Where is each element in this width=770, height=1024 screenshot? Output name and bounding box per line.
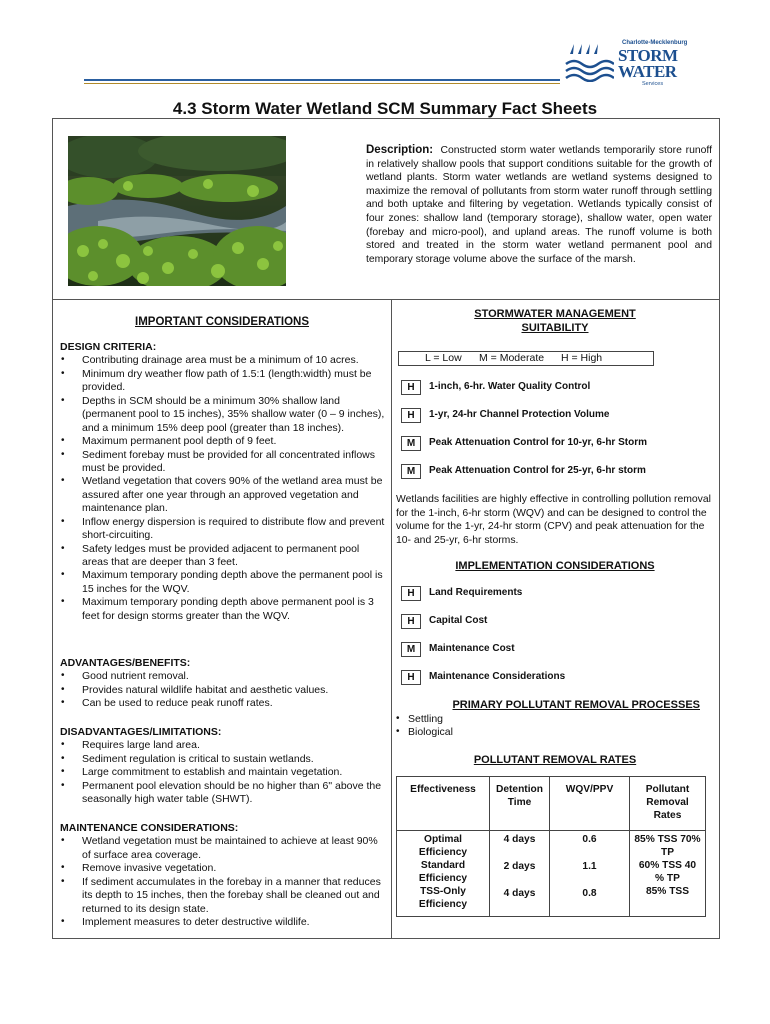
rates-value: 85% TSS 70% TP <box>634 834 701 859</box>
rating-box: M <box>401 436 421 451</box>
important-considerations-heading: IMPORTANT CONSIDERATIONS <box>135 316 309 328</box>
list-item: • Settling <box>396 713 453 726</box>
list-item: • Contributing drainage area must be a minimum of 10 acres. <box>60 354 385 367</box>
processes-list <box>396 713 453 740</box>
suitability-heading-line2: SUITABILITY <box>521 322 589 335</box>
ratio-value: 0.6 <box>582 834 597 846</box>
legend-high: H = High <box>561 352 603 364</box>
storm-water-services-logo <box>560 38 690 94</box>
implementation-row <box>401 586 522 601</box>
rating-box: M <box>401 464 421 479</box>
effectiveness-cell <box>397 831 490 917</box>
table-row <box>397 831 706 917</box>
maintenance-heading: MAINTENANCE CONSIDERATIONS: <box>60 822 239 834</box>
design-criteria-section <box>60 341 385 623</box>
disadvantages-list <box>60 739 385 806</box>
page-title: 4.3 Storm Water Wetland SCM Summary Fact Sheets <box>172 99 598 118</box>
list-item: • Remove invasive vegetation. <box>60 862 385 875</box>
implementation-row <box>401 642 515 657</box>
list-item: • Maximum temporary ponding depth above permanent pool is 3 feet for design storms greater than the WQV. <box>60 596 385 623</box>
header-rule <box>84 79 560 81</box>
list-item: • Safety ledges must be provided adjacent to permanent pool areas that are deeper than 3 feet. <box>60 543 385 570</box>
removal-rates-table <box>396 776 706 917</box>
legend-moderate: M = Moderate <box>479 352 545 364</box>
suitability-row <box>401 436 647 451</box>
description <box>366 143 712 266</box>
rates-value: 60% TSS 40 % TP <box>638 860 697 885</box>
legend-low: L = Low <box>425 352 462 364</box>
disadvantages-section <box>60 726 385 807</box>
detention-cell <box>490 831 550 917</box>
rates-cell <box>630 831 706 917</box>
removal-rates-heading: POLLUTANT REMOVAL RATES <box>473 754 637 766</box>
ratio-value: 0.8 <box>582 888 597 900</box>
design-criteria-heading: DESIGN CRITERIA: <box>60 341 157 353</box>
list-item: • Maximum permanent pool depth of 9 feet. <box>60 435 385 448</box>
rating-box: M <box>401 642 421 657</box>
detention-value: 4 days <box>503 834 536 846</box>
column-header: Detention Time <box>490 777 550 831</box>
list-item: • Sediment regulation is critical to sustain wetlands. <box>60 753 385 766</box>
list-item: • Minimum dry weather flow path of 1.5:1 (length:width) must be provided. <box>60 368 385 395</box>
logo-services: Services <box>642 81 664 87</box>
logo-word-storm: STORM <box>618 46 678 65</box>
effectiveness-value: TSS-Only Efficiency <box>418 886 468 911</box>
suitability-row <box>401 380 590 395</box>
list-item: • Maximum temporary ponding depth above the permanent pool is 15 inches for the WQV. <box>60 569 385 596</box>
implementation-heading: IMPLEMENTATION CONSIDERATIONS <box>455 560 655 572</box>
disadvantages-heading: DISADVANTAGES/LIMITATIONS: <box>60 726 222 738</box>
rating-box: H <box>401 408 421 423</box>
list-item: • Requires large land area. <box>60 739 385 752</box>
list-item: • Biological <box>396 726 453 739</box>
suitability-heading <box>396 307 714 335</box>
list-item: • Depths in SCM should be a minimum 30% shallow land (permanent pool to 15 inches), 35% shallow water (0 – 9 inches), and a minimum 15% deep pool (greater than 18 inches). <box>60 395 385 435</box>
effectiveness-value: Standard Efficiency <box>418 860 468 885</box>
list-item: • Wetland vegetation must be maintained to achieve at least 90% of surface area coverage. <box>60 835 385 862</box>
list-item: • If sediment accumulates in the forebay in a manner that reduces its depth to 15 inches, then the forebay shall be cleaned out and returned to its design state. <box>60 876 385 916</box>
table-header-row <box>397 777 706 831</box>
rating-legend <box>398 351 654 366</box>
implementation-row <box>401 614 487 629</box>
effectiveness-value: Optimal Efficiency <box>418 834 468 859</box>
list-item: • Provides natural wildlife habitat and aesthetic values. <box>60 684 385 697</box>
wetland-photo-image <box>68 136 286 286</box>
rating-label: 1-yr, 24-hr Channel Protection Volume <box>429 409 610 421</box>
list-item: • Inflow energy dispersion is required to distribute flow and prevent short-circuiting. <box>60 516 385 543</box>
column-header: Effectiveness <box>397 777 490 831</box>
header-rule-thin <box>84 83 560 84</box>
suitability-note: Wetlands facilities are highly effective in controlling pollution removal for the 1-inch, 6-hr storm (WQV) and can be designed to control the volume for the 1-yr, 24-hr storm (CPV) and peak attenuation for the 10- and 25-yr, 6-hr storms. <box>396 494 711 546</box>
processes-heading: PRIMARY POLLUTANT REMOVAL PROCESSES <box>452 699 700 711</box>
rating-label: 1-inch, 6-hr. Water Quality Control <box>429 381 591 393</box>
ratio-cell <box>550 831 630 917</box>
description-text: Constructed storm water wetlands temporarily store runoff in relatively shallow pools that support conditions suitable for the growth of wetland plants. Storm water wetlands are wetland systems designed to maximize the removal of pollutants from storm water runoff through settling and both uptake and filtering by vegetation. Wetlands typically consist of four zones: shallow land (temporary storage), shallow water, open water (forebay and micro-pool), and upland areas. The runoff volume is both stored and treated in the storm water wetland permanent pool and temporary storage volume above the surface of the marsh. <box>366 145 712 265</box>
list-item: • Can be used to reduce peak runoff rates. <box>60 697 385 710</box>
suitability-row <box>401 464 646 479</box>
rating-box: H <box>401 586 421 601</box>
logo-word-water: WATER <box>618 62 677 81</box>
detention-value: 2 days <box>503 861 536 873</box>
logo-subtitle: Charlotte-Mecklenburg <box>622 40 688 46</box>
list-item: • Implement measures to deter destructive wildlife. <box>60 916 385 929</box>
rating-label: Land Requirements <box>429 587 523 599</box>
advantages-heading: ADVANTAGES/BENEFITS: <box>60 657 191 669</box>
ratio-value: 1.1 <box>582 861 597 873</box>
advantages-list <box>60 670 385 710</box>
list-item: • Wetland vegetation that covers 90% of the wetland area must be assured after one year through an approved vegetation and maintenance plan. <box>60 475 385 515</box>
rating-box: H <box>401 614 421 629</box>
list-item: • Large commitment to establish and maintain vegetation. <box>60 766 385 779</box>
rating-label: Peak Attenuation Control for 25-yr, 6-hr storm <box>429 465 646 477</box>
rating-box: H <box>401 670 421 685</box>
suitability-row <box>401 408 609 423</box>
design-criteria-list <box>60 354 385 623</box>
maintenance-section <box>60 822 385 930</box>
implementation-row <box>401 670 565 685</box>
column-header: Pollutant Removal Rates <box>630 777 706 831</box>
wetland-photo <box>68 136 286 286</box>
rating-label: Peak Attenuation Control for 10-yr, 6-hr Storm <box>429 437 647 449</box>
rating-label: Maintenance Considerations <box>429 671 566 683</box>
description-label: Description: <box>366 144 434 156</box>
list-item: • Good nutrient removal. <box>60 670 385 683</box>
rain-drops-icon <box>564 42 614 82</box>
rating-box: H <box>401 380 421 395</box>
list-item: • Permanent pool elevation should be no higher than 6" above the seasonally high water table (SHWT). <box>60 780 385 807</box>
column-header: WQV/PPV <box>550 777 630 831</box>
suitability-heading-line1: STORMWATER MANAGEMENT <box>474 308 636 320</box>
list-item: • Sediment forebay must be provided for all concentrated inflows must be provided. <box>60 449 385 476</box>
rates-value: 85% TSS <box>645 886 690 898</box>
maintenance-list <box>60 835 385 929</box>
rating-label: Maintenance Cost <box>429 643 515 655</box>
rating-label: Capital Cost <box>429 615 488 627</box>
advantages-section <box>60 657 385 711</box>
detention-value: 4 days <box>503 888 536 900</box>
